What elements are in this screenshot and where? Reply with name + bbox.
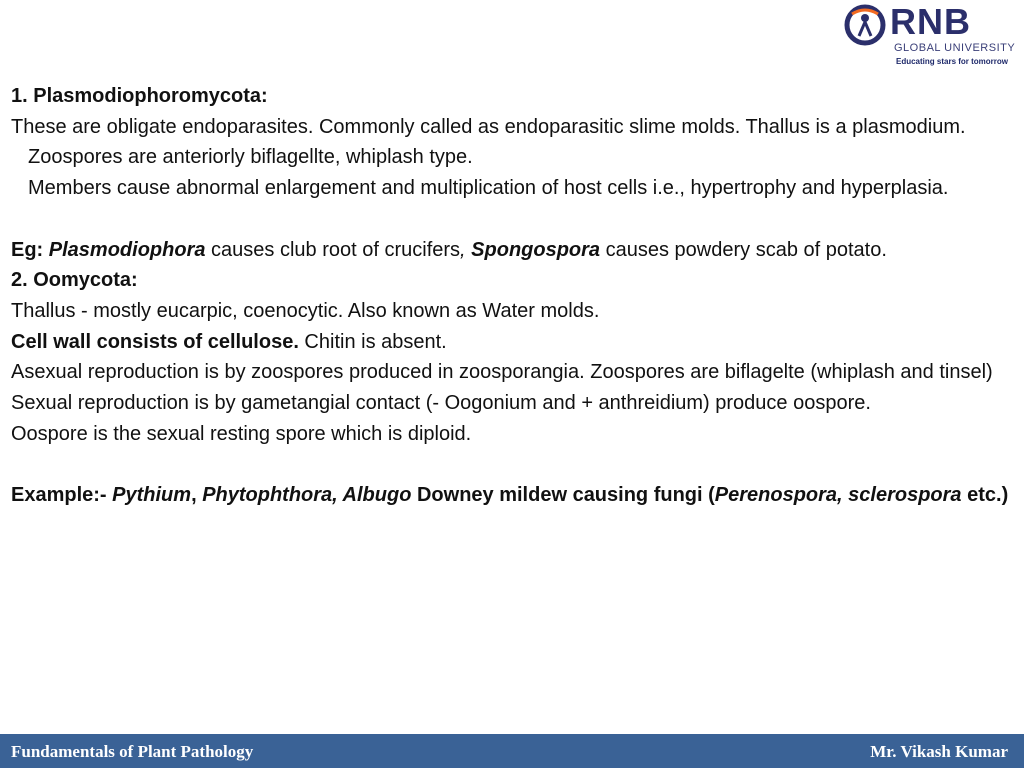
section2-thallus: Thallus - mostly eucarpic, coenocytic. Also known as Water molds. <box>11 299 600 322</box>
footer-course-title: Fundamentals of Plant Pathology <box>11 742 254 761</box>
footer-author: Mr. Vikash Kumar <box>870 742 1008 761</box>
bullet-item: Members cause abnormal enlargement and multiplication of host cells i.e., hypertrophy and hyperplasia. <box>28 177 949 200</box>
section2-sexual: Sexual reproduction is by gametangial contact (- Oogonium and + anthreidium) produce oospore. <box>11 392 871 415</box>
logo-name: RNB <box>890 1 971 42</box>
section2-example: Example:- Pythium, Phytophthora, Albugo Downey mildew causing fungi (Perenospora, sclerospora etc.) <box>11 484 1009 507</box>
university-logo <box>838 0 1024 72</box>
section1-intro: These are obligate endoparasites. Commonly called as endoparasitic slime molds. Thallus is a plasmodium. <box>11 115 966 138</box>
logo-subtitle: GLOBAL UNIVERSITY <box>894 42 1016 54</box>
bullet-item: Zoospores are anteriorly biflagellte, whiplash type. <box>28 146 473 169</box>
slide-content <box>11 81 1011 511</box>
section1-heading: 1. Plasmodiophoromycota: <box>11 85 268 107</box>
section2-cellwall: Cell wall consists of cellulose. Chitin is absent. <box>11 330 447 353</box>
section2-oospore: Oospore is the sexual resting spore which is diploid. <box>11 422 472 445</box>
logo-tagline: Educating stars for tomorrow <box>896 57 1009 66</box>
section1-example: Eg: Plasmodiophora causes club root of crucifers, Spongospora causes powdery scab of potato. <box>11 238 887 261</box>
footer-bar <box>0 734 1024 768</box>
section2-asexual: Asexual reproduction is by zoospores produced in zoosporangia. Zoospores are biflagelte (whiplash and tinsel) <box>11 361 993 384</box>
rnb-emblem-icon <box>842 2 888 48</box>
section2-heading: 2. Oomycota: <box>11 269 138 292</box>
